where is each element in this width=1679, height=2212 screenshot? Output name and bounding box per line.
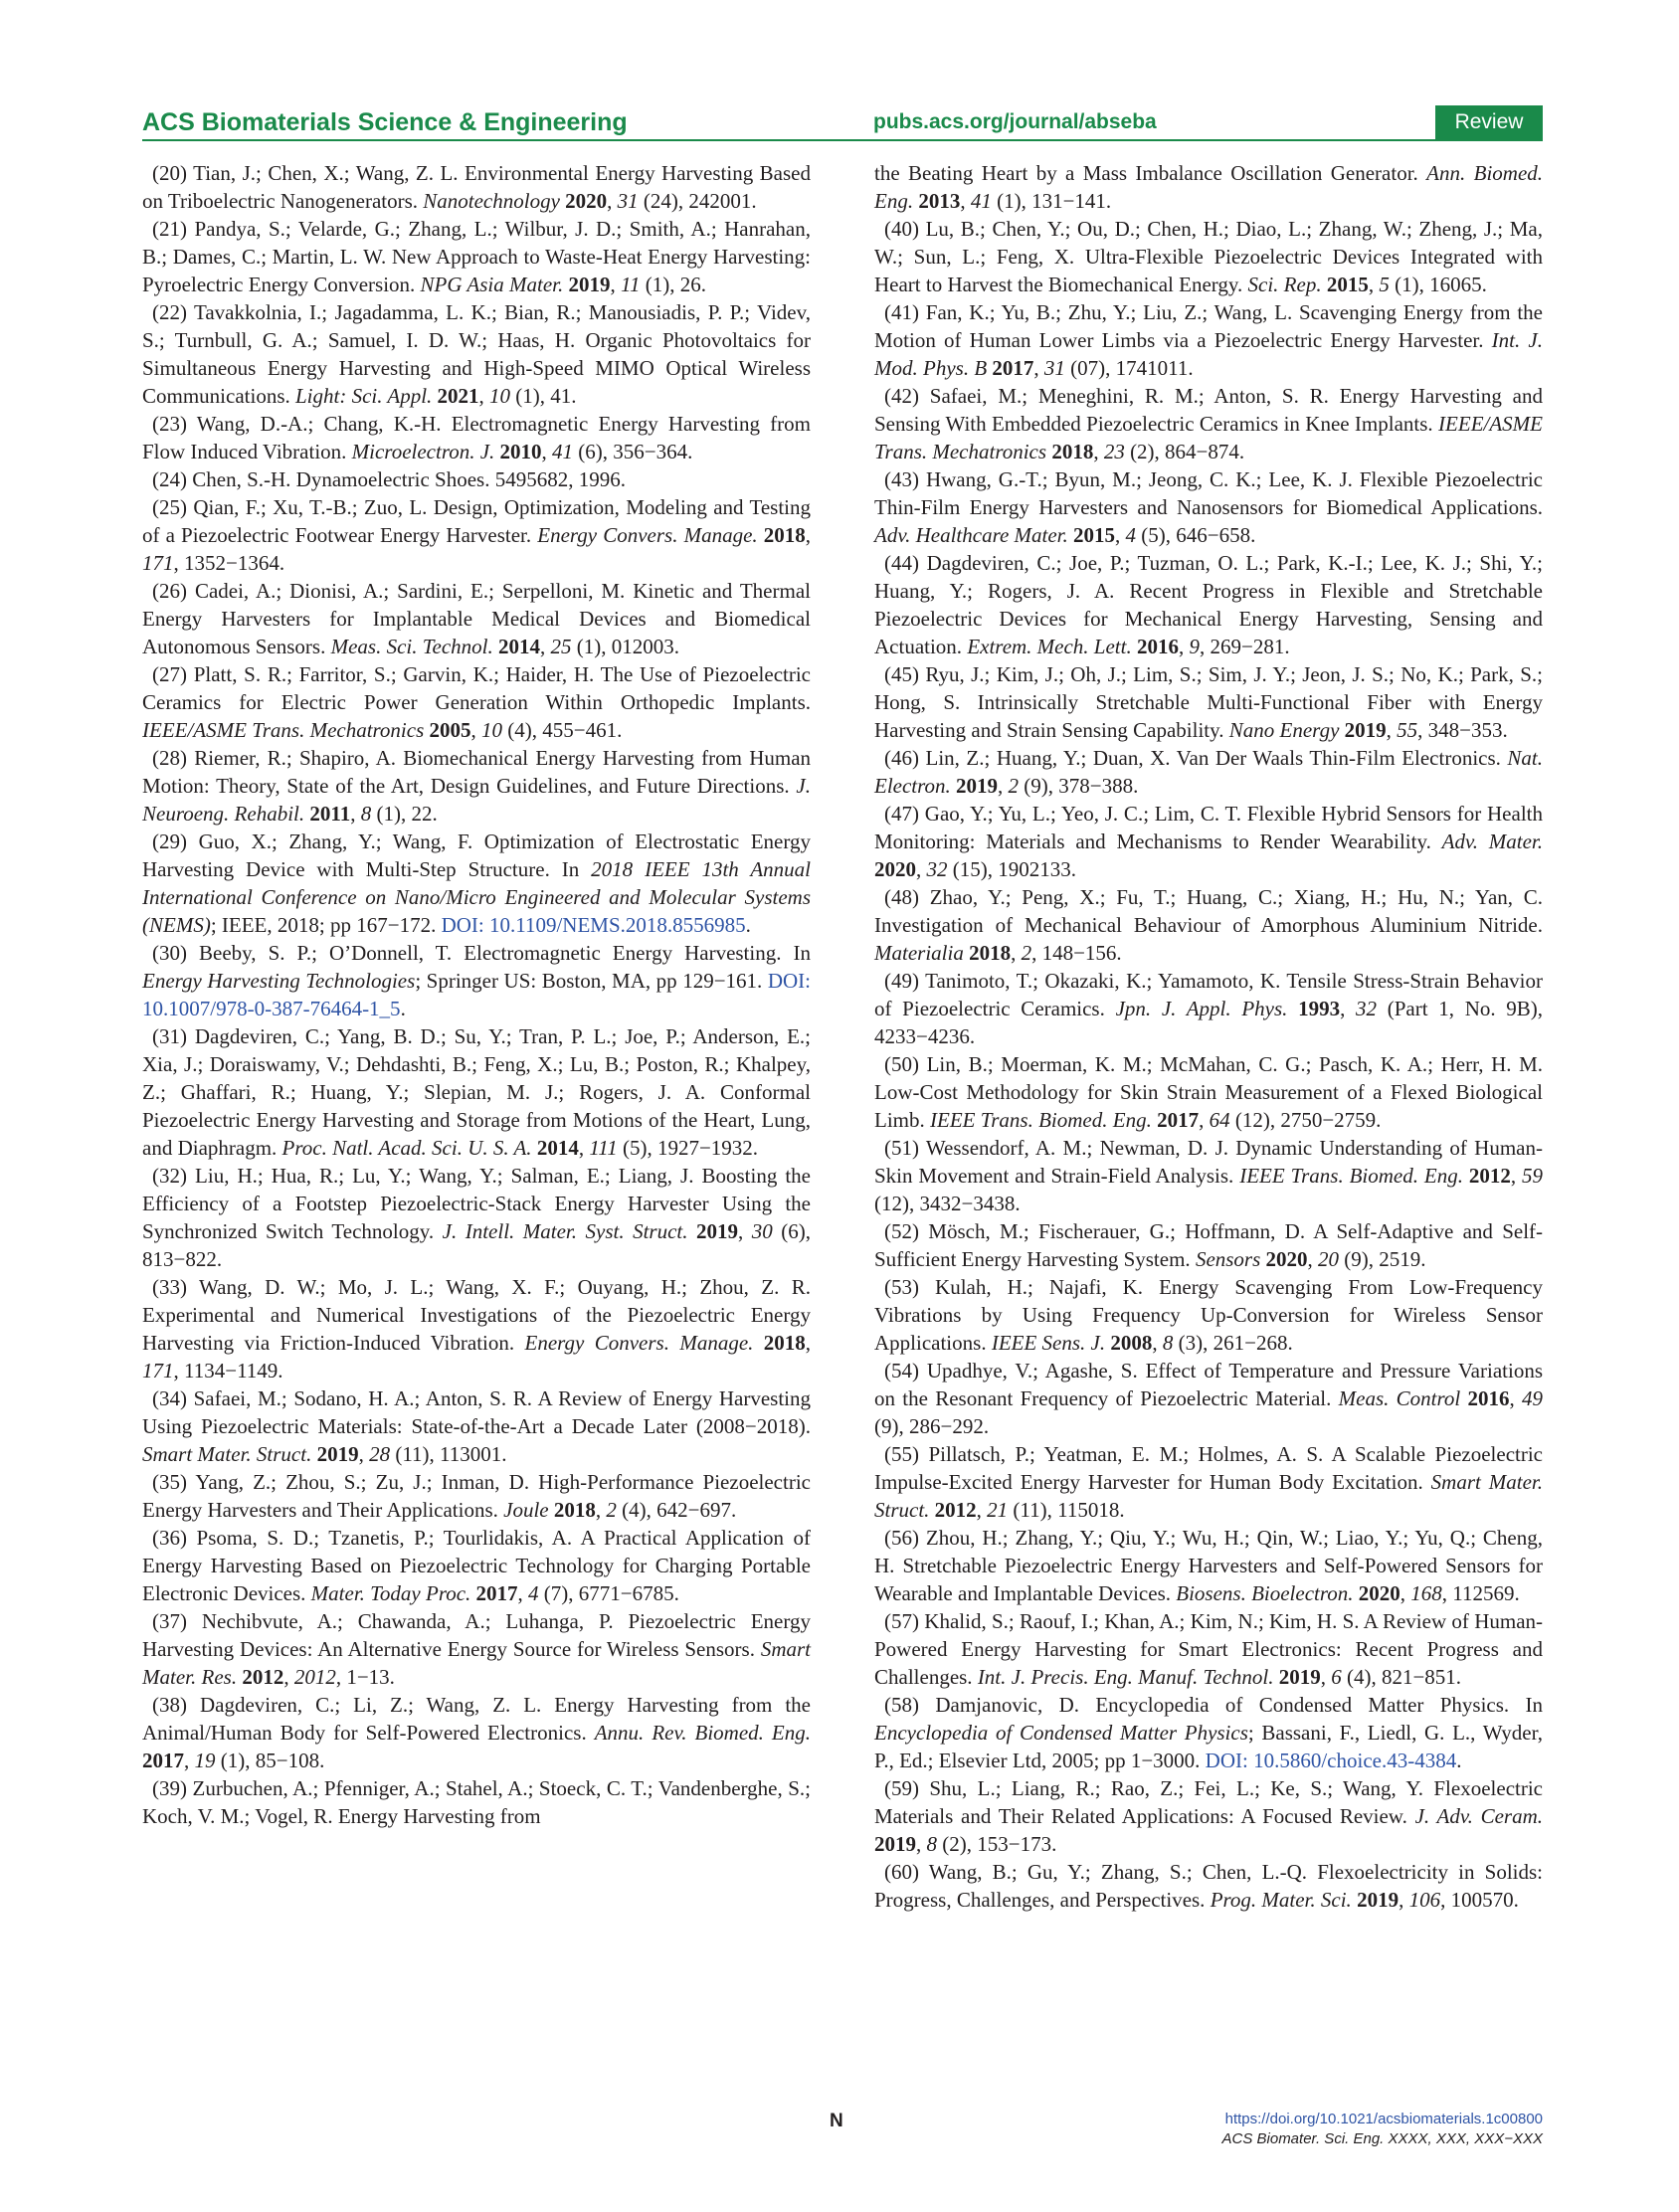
reference-pages: (6), 813−822. [142,1219,812,1271]
reference-volume: 8 [926,1832,937,1856]
reference-journal: Materialia [874,941,964,965]
reference-year: 2019 [696,1219,739,1243]
reference-text: Mösch, M.; Fischerauer, G.; Hoffmann, D. A Self-Adaptive and Self-Sufficient Energy Harvesting System. [874,1219,1544,1271]
reference-pages: (24), 242001. [643,189,757,213]
reference-end: . [745,913,751,937]
reference-pages: (2), 864−874. [1130,440,1245,463]
reference-volume: 20 [1318,1247,1340,1271]
reference-year: 2018 [763,1331,806,1355]
reference-pages: (9), 286−292. [874,1414,990,1438]
reference-pages: (1), 41. [515,384,577,408]
reference-journal: Meas. Sci. Technol. [330,635,493,658]
reference-text: Fan, K.; Yu, B.; Zhu, Y.; Liu, Z.; Wang, L. Scavenging Energy from the Motion of Human Lower Limbs via a Piezoelectric Energy Harvester. [874,300,1543,352]
reference-text: Hwang, G.-T.; Byun, M.; Jeong, C. K.; Lee, K. J. Flexible Piezoelectric Thin-Film Energy Harvesters and Nanosensors for Biomedical Applications. [874,467,1543,519]
reference-pages: , 100570. [1440,1888,1519,1912]
reference-number: (43) [884,467,919,491]
reference-entry: (43) Hwang, G.-T.; Byun, M.; Jeong, C. K.; Lee, K. J. Flexible Piezoelectric Thin-Film Energy Harvesters and Nanosensors for Biomedical Applications. Adv. Healthcare Mater. 2015, 4 (5), 646−658. [874,467,1543,547]
reference-pages: (1), 26. [645,273,706,296]
reference-journal: Extrem. Mech. Lett. [967,635,1132,658]
reference-text: Pandya, S.; Velarde, G.; Zhang, L.; Wilbur, J. D.; Smith, A.; Hanrahan, B.; Dames, C.; Martin, L. W. New Approach to Waste-Heat Energy Harvesting: Pyroelectric Energy Conversion. [142,217,811,296]
journal-title[interactable]: ACS Biomaterials Science & Engineering [142,108,628,136]
reference-number: (55) [884,1442,919,1466]
reference-journal: Adv. Healthcare Mater. [874,523,1068,547]
reference-number: (37) [152,1609,187,1633]
reference-journal: Sensors [1195,1247,1261,1271]
reference-year: 2012 [934,1498,977,1522]
reference-entry: (59) Shu, L.; Liang, R.; Rao, Z.; Fei, L.; Ke, S.; Wang, Y. Flexoelectric Materials and Their Related Applications: A Focused Review. J. Adv. Ceram. 2019, 8 (2), 153−173. [874,1776,1544,1856]
reference-year: 2019 [956,774,999,798]
reference-volume: 64 [1209,1108,1230,1132]
reference-text: Beeby, S. P.; O’Donnell, T. Electromagnetic Energy Harvesting. In [199,941,811,965]
reference-pages: (1), 22. [376,802,438,826]
references-right-column [874,159,1543,1914]
reference-entry: (44) Dagdeviren, C.; Joe, P.; Tuzman, O. L.; Park, K.-I.; Lee, K. J.; Shi, Y.; Huang, Y.; Rogers, J. A. Recent Progress in Flexible and Stretchable Piezoelectric Devices for Mechanical Energy Harvesting, Sensing and Actuation. Extrem. Mech. Lett. 2016, 9, 269−281. [874,551,1544,658]
reference-journal: IEEE/ASME Trans. Mechatronics [874,412,1544,463]
reference-number: (42) [884,384,919,408]
reference-year: 2018 [1051,440,1094,463]
reference-entry: (23) Wang, D.-A.; Chang, K.-H. Electromagnetic Energy Harvesting from Flow Induced Vibration. Microelectron. J. 2010, 41 (6), 356−364. [142,412,811,463]
reference-journal: Jpn. J. Appl. Phys. [1115,997,1288,1020]
reference-journal: Nat. Electron. [874,746,1544,798]
reference-text: Dagdeviren, C.; Yang, B. D.; Su, Y.; Tran, P. L.; Joe, P.; Anderson, E.; Xia, J.; Doraiswamy, V.; Dehdashti, B.; Feng, X.; Lu, B.; Poston, R.; Khalpey, Z.; Ghaffari, R.; Huang, Y.; Slepian, M. J.; Rogers, J. A. Conformal Piezoelectric Energy Harvesting and Storage from Motions of the Heart, Lung, and Diaphragm. [142,1024,811,1160]
reference-number: (44) [884,551,919,575]
reference-text: Pillatsch, P.; Yeatman, E. M.; Holmes, A. S. A Scalable Piezoelectric Impulse-Excited Energy Harvester for Human Body Excitation. [874,1442,1543,1494]
reference-journal: IEEE Trans. Biomed. Eng. [1239,1164,1463,1188]
reference-number: (56) [884,1526,919,1550]
reference-volume: 10 [481,718,503,742]
reference-number: (50) [884,1052,919,1076]
reference-entry: (41) Fan, K.; Yu, B.; Zhu, Y.; Liu, Z.; Wang, L. Scavenging Energy from the Motion of Human Lower Limbs via a Piezoelectric Energy Harvester. Int. J. Mod. Phys. B 2017, 31 (07), 1741011. [874,300,1543,380]
reference-year: 2019 [874,1832,916,1856]
reference-number: (27) [152,662,187,686]
reference-number: (45) [884,662,919,686]
reference-text: Khalid, S.; Raouf, I.; Khan, A.; Kim, N.; Kim, H. S. A Review of Human-Powered Energy Harvesting for Smart Electronics: Recent Progress and Challenges. [874,1609,1544,1689]
reference-volume: 2012 [293,1665,336,1689]
reference-entry: (35) Yang, Z.; Zhou, S.; Zu, J.; Inman, D. High-Performance Piezoelectric Energy Harvesters and Their Applications. Joule 2018, 2 (4), 642−697. [142,1470,811,1522]
reference-journal: Annu. Rev. Biomed. Eng. [594,1721,811,1745]
reference-number: (30) [152,941,187,965]
reference-year: 2017 [1157,1108,1200,1132]
reference-text: Damjanovic, D. Encyclopedia of Condensed Matter Physics. In [935,1693,1543,1717]
reference-text: Guo, X.; Zhang, Y.; Wang, F. Optimization of Electrostatic Energy Harvesting Device with Multi-Step Structure. In [142,830,811,881]
reference-journal: Int. J. Mod. Phys. B [874,328,1543,380]
reference-volume: 41 [970,189,992,213]
reference-year: 2019 [1344,718,1387,742]
reference-year: 2012 [242,1665,284,1689]
reference-entry: (57) Khalid, S.; Raouf, I.; Khan, A.; Kim, N.; Kim, H. S. A Review of Human-Powered Energy Harvesting for Smart Electronics: Recent Progress and Challenges. Int. J. Precis. Eng. Manuf. Technol. 2019, 6 (4), 821−851. [874,1609,1544,1689]
reference-pages: , 1134−1149. [173,1359,283,1382]
reference-volume: 6 [1331,1665,1342,1689]
reference-volume: 2 [1021,941,1032,965]
reference-pages: (12), 3432−3438. [874,1192,1021,1215]
reference-entry: (46) Lin, Z.; Huang, Y.; Duan, X. Van Der Waals Thin-Film Electronics. Nat. Electron. 2019, 2 (9), 378−388. [874,746,1544,798]
reference-year: 2016 [1136,635,1179,658]
reference-text: Kulah, H.; Najafi, K. Energy Scavenging From Low-Frequency Vibrations by Using Frequency Up-Conversion for Wireless Sensor Applications. [874,1275,1544,1355]
reference-journal: Nanotechnology [423,189,560,213]
reference-text: Qian, F.; Xu, T.-B.; Zuo, L. Design, Optimization, Modeling and Testing of a Piezoelectric Footwear Energy Harvester. [142,495,811,547]
reference-number: (29) [152,830,187,853]
reference-entry: (31) Dagdeviren, C.; Yang, B. D.; Su, Y.; Tran, P. L.; Joe, P.; Anderson, E.; Xia, J.; Doraiswamy, V.; Dehdashti, B.; Feng, X.; Lu, B.; Poston, R.; Khalpey, Z.; Ghaffari, R.; Huang, Y.; Slepian, M. J.; Rogers, J. A. Conformal Piezoelectric Energy Harvesting and Storage from Motions of the Heart, Lung, and Diaphragm. Proc. Natl. Acad. Sci. U. S. A. 2014, 111 (5), 1927−1932. [142,1024,811,1160]
reference-text: Liu, H.; Hua, R.; Lu, Y.; Wang, Y.; Salman, E.; Liang, J. Boosting the Efficiency of a Footstep Piezoelectric-Stack Energy Harvester Using the Synchronized Switch Technology. [142,1164,811,1243]
reference-year: 1993 [1298,997,1341,1020]
reference-entry: (22) Tavakkolnia, I.; Jagadamma, L. K.; Bian, R.; Manousiadis, P. P.; Videv, S.; Turnbull, G. A.; Samuel, I. D. W.; Haas, H. Organic Photovoltaics for Simultaneous Energy Harvesting and High-Speed MIMO Optical Wireless Communications. Light: Sci. Appl. 2021, 10 (1), 41. [142,300,811,408]
doi-link[interactable]: https://doi.org/10.1021/acsbiomaterials.1c00800 [1224,2111,1543,2127]
reference-journal: Adv. Mater. [1441,830,1543,853]
reference-volume: 30 [751,1219,773,1243]
reference-journal: IEEE/ASME Trans. Mechatronics [142,718,425,742]
reference-year: 2020 [565,189,608,213]
reference-text: Upadhye, V.; Agashe, S. Effect of Temperature and Pressure Variations on the Resonant Frequency of Piezoelectric Material. [874,1359,1543,1410]
reference-publisher: ; Springer US: Boston, MA, pp 129−161. [415,969,763,993]
reference-text: Wang, D.-A.; Chang, K.-H. Electromagnetic Energy Harvesting from Flow Induced Vibration. [142,412,811,463]
reference-volume: 49 [1522,1386,1544,1410]
reference-number: (51) [884,1136,919,1160]
reference-journal: IEEE Trans. Biomed. Eng. [930,1108,1152,1132]
reference-pages: , 348−353. [1417,718,1508,742]
reference-year: 2020 [874,857,916,881]
reference-book-title: 2018 IEEE 13th Annual International Conference on Nano/Micro Engineered and Molecular Systems (NEMS) [142,857,812,937]
reference-year: 2018 [553,1498,596,1522]
reference-entry: (37) Nechibvute, A.; Chawanda, A.; Luhanga, P. Piezoelectric Energy Harvesting Devices: An Alternative Energy Source for Wireless Sensors. Smart Mater. Res. 2012, 2012, 1−13. [142,1609,812,1689]
reference-entry: (21) Pandya, S.; Velarde, G.; Zhang, L.; Wilbur, J. D.; Smith, A.; Hanrahan, B.; Dames, C.; Martin, L. W. New Approach to Waste-Heat Energy Harvesting: Pyroelectric Energy Conversion. NPG Asia Mater. 2019, 11 (1), 26. [142,217,811,296]
reference-journal: J. Adv. Ceram. [1414,1804,1544,1828]
reference-text: Tavakkolnia, I.; Jagadamma, L. K.; Bian, R.; Manousiadis, P. P.; Videv, S.; Turnbull, G. A.; Samuel, I. D. W.; Haas, H. Organic Photovoltaics for Simultaneous Energy Harvesting and High-Speed MIMO Optical Wireless Communications. [142,300,811,408]
reference-text: Wessendorf, A. M.; Newman, D. J. Dynamic Understanding of Human-Skin Movement and Strain-Field Analysis. [874,1136,1543,1188]
reference-number: (40) [884,217,919,241]
reference-number: (53) [884,1275,919,1299]
reference-journal: Sci. Rep. [1247,273,1322,296]
reference-year: 2013 [918,189,961,213]
reference-pages: (1), 85−108. [220,1749,325,1772]
reference-volume: 168 [1410,1581,1442,1605]
reference-pages: , 1−13. [335,1665,395,1689]
reference-year: 2021 [437,384,479,408]
reference-entry: (36) Psoma, S. D.; Tzanetis, P.; Tourlidakis, A. A Practical Application of Energy Harvesting Based on Piezoelectric Technology for Charging Portable Electronic Devices. Mater. Today Proc. 2017, 4 (7), 6771−6785. [142,1526,812,1605]
reference-year: 2018 [763,523,806,547]
reference-year: 2020 [1265,1247,1308,1271]
reference-entry: (25) Qian, F.; Xu, T.-B.; Zuo, L. Design, Optimization, Modeling and Testing of a Piezoelectric Footwear Energy Harvester. Energy Convers. Manage. 2018, 171, 1352−1364. [142,495,812,575]
reference-year: 2015 [1073,523,1116,547]
reference-year: 2019 [316,1442,359,1466]
reference-volume: 4 [1125,523,1137,547]
reference-pages: (9), 378−388. [1024,774,1139,798]
reference-pages: (1), 16065. [1395,273,1487,296]
reference-volume: 171 [142,1359,174,1382]
reference-number: (34) [152,1386,187,1410]
reference-entry: (60) Wang, B.; Gu, Y.; Zhang, S.; Chen, L.-Q. Flexoelectricity in Solids: Progress, Challenges, and Perspectives. Prog. Mater. Sci. 2019, 106, 100570. [874,1860,1543,1912]
reference-text: Riemer, R.; Shapiro, A. Biomechanical Energy Harvesting from Human Motion: Theory, State of the Art, Design Guidelines, and Future Directions. [142,746,812,798]
reference-year: 2017 [992,356,1034,380]
reference-number: (52) [884,1219,919,1243]
reference-pages: (11), 113001. [395,1442,507,1466]
reference-entry: (28) Riemer, R.; Shapiro, A. Biomechanical Energy Harvesting from Human Motion: Theory, State of the Art, Design Guidelines, and Future Directions. J. Neuroeng. Rehabil. 2011, 8 (1), 22. [142,746,812,826]
reference-pages: (2), 153−173. [942,1832,1057,1856]
reference-journal: J. Neuroeng. Rehabil. [142,774,811,826]
reference-number: (36) [152,1526,187,1550]
reference-entry: (38) Dagdeviren, C.; Li, Z.; Wang, Z. L. Energy Harvesting from the Animal/Human Body for Self-Powered Electronics. Annu. Rev. Biomed. Eng. 2017, 19 (1), 85−108. [142,1693,812,1772]
reference-number: (24) [152,467,187,491]
reference-entry: (49) Tanimoto, T.; Okazaki, K.; Yamamoto, K. Tensile Stress-Strain Behavior of Piezoelectric Ceramics. Jpn. J. Appl. Phys. 1993, 32 (Part 1, No. 9B), 4233−4236. [874,969,1544,1048]
reference-year: 2017 [142,1749,184,1772]
reference-volume: 32 [1356,997,1378,1020]
reference-text: Psoma, S. D.; Tzanetis, P.; Tourlidakis, A. A Practical Application of Energy Harvesting Based on Piezoelectric Technology for Charging Portable Electronic Devices. [142,1526,812,1605]
reference-number: (46) [884,746,919,770]
reference-entry: (33) Wang, D. W.; Mo, J. L.; Wang, X. F.; Ouyang, H.; Zhou, Z. R. Experimental and Numerical Investigations of the Piezoelectric Energy Harvesting via Friction-Induced Vibration. Energy Convers. Manage. 2018, 171, 1134−1149. [142,1275,812,1382]
reference-pages: (5), 1927−1932. [622,1136,759,1160]
reference-pages: , 1352−1364. [173,551,285,575]
reference-journal: J. Intell. Mater. Syst. Struct. [442,1219,688,1243]
reference-number: (49) [884,969,919,993]
reference-journal: Smart Mater. Struct. [142,1442,312,1466]
citation-line: ACS Biomater. Sci. Eng. XXXX, XXX, XXX−XXX [1221,2130,1543,2147]
reference-book-title: Energy Harvesting Technologies [142,969,416,993]
reference-year: 2019 [1357,1888,1399,1912]
reference-journal: NPG Asia Mater. [420,273,564,296]
reference-text: the Beating Heart by a Mass Imbalance Oscillation Generator. [874,161,1418,185]
reference-entry: (32) Liu, H.; Hua, R.; Lu, Y.; Wang, Y.; Salman, E.; Liang, J. Boosting the Efficiency of a Footstep Piezoelectric-Stack Energy Harvester Using the Synchronized Switch Technology. J. Intell. Mater. Syst. Struct. 2019, 30 (6), 813−822. [142,1164,812,1271]
reference-number: (23) [152,412,187,436]
reference-entry: (47) Gao, Y.; Yu, L.; Yeo, J. C.; Lim, C. T. Flexible Hybrid Sensors for Health Monitoring: Materials and Mechanisms to Render Wearability. Adv. Mater. 2020, 32 (15), 1902133. [874,802,1543,881]
reference-volume: 8 [1162,1331,1174,1355]
reference-volume: 28 [369,1442,391,1466]
reference-end: . [1456,1749,1462,1772]
reference-pages: (4), 821−851. [1346,1665,1462,1689]
reference-number: (58) [884,1693,919,1717]
reference-journal: Energy Convers. Manage. [537,523,758,547]
reference-pages: (11), 115018. [1013,1498,1125,1522]
reference-entry: (34) Safaei, M.; Sodano, H. A.; Anton, S. R. A Review of Energy Harvesting Using Piezoelectric Materials: State-of-the-Art a Decade Later (2008−2018). Smart Mater. Struct. 2019, 28 (11), 113001. [142,1386,811,1466]
reference-journal: IEEE Sens. J. [991,1331,1106,1355]
reference-entry: (50) Lin, B.; Moerman, K. M.; McMahan, C. G.; Pasch, K. A.; Herr, H. M. Low-Cost Methodology for Skin Strain Measurement of a Flexed Biological Limb. IEEE Trans. Biomed. Eng. 2017, 64 (12), 2750−2759. [874,1052,1544,1132]
reference-number: (26) [152,579,187,603]
reference-volume: 25 [550,635,572,658]
references-left-column [142,159,811,1830]
reference-volume: 41 [552,440,574,463]
reference-volume: 171 [142,551,174,575]
reference-text: Zurbuchen, A.; Pfenniger, A.; Stahel, A.; Stoeck, C. T.; Vandenberghe, S.; Koch, V. M.; Vogel, R. Energy Harvesting from [142,1776,811,1828]
reference-journal: Smart Mater. Struct. [874,1470,1544,1522]
reference-end: . [400,997,406,1020]
page-header [142,105,1543,141]
reference-pages: , 112569. [1441,1581,1520,1605]
reference-number: (32) [152,1164,187,1188]
page-number: N [830,2111,843,2131]
reference-journal: Mater. Today Proc. [310,1581,471,1605]
reference-pages: (9), 2519. [1344,1247,1426,1271]
reference-pages: (1), 012003. [576,635,679,658]
reference-journal: Energy Convers. Manage. [524,1331,754,1355]
reference-text: Shu, L.; Liang, R.; Rao, Z.; Fei, L.; Ke, S.; Wang, Y. Flexoelectric Materials and Their Related Applications: A Focused Review. [874,1776,1543,1828]
reference-doi-link[interactable]: DOI: 10.1109/NEMS.2018.8556985 [441,913,746,937]
reference-number: (54) [884,1359,919,1382]
reference-publisher: ; Bassani, F., Liedl, G. L., Wyder, P., Ed.; Elsevier Ltd, 2005; pp 1−3000. [874,1721,1543,1772]
reference-journal: Proc. Natl. Acad. Sci. U. S. A. [281,1136,532,1160]
reference-book-title: Encyclopedia of Condensed Matter Physics [874,1721,1248,1745]
reference-number: (25) [152,495,187,519]
reference-journal: Prog. Mater. Sci. [1210,1888,1352,1912]
reference-text: Gao, Y.; Yu, L.; Yeo, J. C.; Lim, C. T. Flexible Hybrid Sensors for Health Monitoring: Materials and Mechanisms to Render Wearability. [874,802,1543,853]
reference-journal: Microelectron. J. [351,440,495,463]
reference-volume: 4 [528,1581,539,1605]
reference-entry: the Beating Heart by a Mass Imbalance Oscillation Generator. Ann. Biomed. Eng. 2013, 41 (1), 131−141. [874,161,1544,213]
reference-text: Dagdeviren, C.; Joe, P.; Tuzman, O. L.; Park, K.-I.; Lee, K. J.; Shi, Y.; Huang, Y.; Rogers, J. A. Recent Progress in Flexible and Stretchable Piezoelectric Devices for Mechanical Energy Harvesting, Sensing and Actuation. [874,551,1544,658]
reference-entry: (55) Pillatsch, P.; Yeatman, E. M.; Holmes, A. S. A Scalable Piezoelectric Impulse-Excited Energy Harvester for Human Body Excitation. Smart Mater. Struct. 2012, 21 (11), 115018. [874,1442,1544,1522]
reference-pages: (4), 642−697. [622,1498,737,1522]
reference-doi-link[interactable]: DOI: 10.1007/978-0-387-76464-1_5 [142,969,812,1020]
reference-pages: (5), 646−658. [1141,523,1256,547]
reference-text: Safaei, M.; Sodano, H. A.; Anton, S. R. A Review of Energy Harvesting Using Piezoelectric Materials: State-of-the-Art a Decade Later (2008−2018). [142,1386,811,1438]
reference-volume: 2 [606,1498,617,1522]
reference-text: Safaei, M.; Meneghini, R. M.; Anton, S. R. Energy Harvesting and Sensing With Embedded Piezoelectric Ceramics in Knee Implants. [874,384,1543,436]
reference-entry [142,1774,811,1830]
reference-text: Dagdeviren, C.; Li, Z.; Wang, Z. L. Energy Harvesting from the Animal/Human Body for Self-Powered Electronics. [142,1693,812,1745]
reference-year: 2010 [499,440,542,463]
reference-text: Yang, Z.; Zhou, S.; Zu, J.; Inman, D. High-Performance Piezoelectric Energy Harvesters and Their Applications. [142,1470,811,1522]
reference-number: (39) [152,1776,187,1800]
reference-pages: (1), 131−141. [997,189,1112,213]
reference-text: Lu, B.; Chen, Y.; Ou, D.; Chen, H.; Diao, L.; Zhang, W.; Zheng, J.; Ma, W.; Sun, L.; Feng, X. Ultra-Flexible Piezoelectric Devices Integrated with Heart to Harvest the Biomechanical Energy. [874,217,1543,296]
reference-journal: Int. J. Precis. Eng. Manuf. Technol. [977,1665,1274,1689]
reference-volume: 55 [1397,718,1418,742]
reference-volume: 19 [194,1749,216,1772]
reference-entry [142,828,811,939]
reference-text: Chen, S.-H. Dynamoelectric Shoes. 5495682, 1996. [192,467,626,491]
reference-text: Zhou, H.; Zhang, Y.; Qiu, Y.; Wu, H.; Qin, W.; Liao, Y.; Yu, Q.; Cheng, H. Stretchable Piezoelectric Energy Harvesters and Self-Powered Sensors for Wearable and Implantable Devices. [874,1526,1544,1605]
reference-entry [874,1691,1543,1774]
reference-entry: (52) Mösch, M.; Fischerauer, G.; Hoffmann, D. A Self-Adaptive and Self-Sufficient Energy Harvesting System. Sensors 2020, 20 (9), 2519. [874,1219,1544,1271]
reference-entry: (27) Platt, S. R.; Farritor, S.; Garvin, K.; Haider, H. The Use of Piezoelectric Ceramics for Electric Power Generation Within Orthopedic Implants. IEEE/ASME Trans. Mechatronics 2005, 10 (4), 455−461. [142,662,811,742]
reference-year: 2016 [1467,1386,1510,1410]
reference-text: Tian, J.; Chen, X.; Wang, Z. L. Environmental Energy Harvesting Based on Triboelectric Nanogenerators. [142,161,812,213]
reference-entry [142,939,811,1022]
reference-year: 2008 [1110,1331,1153,1355]
reference-text: Zhao, Y.; Peng, X.; Fu, T.; Huang, C.; Xiang, H.; Hu, N.; Yan, C. Investigation of Mechanical Behaviour of Amorphous Aluminium Nitride. [874,885,1543,937]
reference-volume: 23 [1103,440,1125,463]
reference-volume: 31 [617,189,639,213]
reference-volume: 111 [589,1136,618,1160]
reference-journal: Biosens. Bioelectron. [1176,1581,1354,1605]
reference-year: 2011 [309,802,351,826]
reference-year: 2020 [1358,1581,1400,1605]
reference-entry [142,465,811,493]
reference-number: (59) [884,1776,919,1800]
reference-volume: 9 [1189,635,1200,658]
reference-number: (38) [152,1693,187,1717]
reference-entry: (56) Zhou, H.; Zhang, Y.; Qiu, Y.; Wu, H.; Qin, W.; Liao, Y.; Yu, Q.; Cheng, H. Stretchable Piezoelectric Energy Harvesters and Self-Powered Sensors for Wearable and Implantable Devices. Biosens. Bioelectron. 2020, 168, 112569. [874,1526,1544,1605]
reference-pages: , 148−156. [1031,941,1122,965]
reference-text: Wang, B.; Gu, Y.; Zhang, S.; Chen, L.-Q. Flexoelectricity in Solids: Progress, Challenges, and Perspectives. [874,1860,1543,1912]
reference-journal: Light: Sci. Appl. [295,384,433,408]
reference-doi-link[interactable]: DOI: 10.5860/choice.43-4384 [1205,1749,1457,1772]
reference-text: Cadei, A.; Dionisi, A.; Sardini, E.; Serpelloni, M. Kinetic and Thermal Energy Harvesters for Implantable Medical Devices and Biomedical Autonomous Sensors. [142,579,811,658]
reference-number: (47) [884,802,919,826]
reference-volume: 10 [489,384,511,408]
reference-year: 2012 [1468,1164,1511,1188]
reference-number: (22) [152,300,187,324]
reference-entry: (42) Safaei, M.; Meneghini, R. M.; Anton, S. R. Energy Harvesting and Sensing With Embedded Piezoelectric Ceramics in Knee Implants. IEEE/ASME Trans. Mechatronics 2018, 23 (2), 864−874. [874,384,1544,463]
reference-number: (28) [152,746,187,770]
reference-volume: 11 [621,273,641,296]
reference-text: Lin, B.; Moerman, K. M.; McMahan, C. G.; Pasch, K. A.; Herr, H. M. Low-Cost Methodology for Skin Strain Measurement of a Flexed Biological Limb. [874,1052,1544,1132]
reference-pages: (07), 1741011. [1070,356,1194,380]
reference-pages: (12), 2750−2759. [1234,1108,1382,1132]
reference-entry: (20) Tian, J.; Chen, X.; Wang, Z. L. Environmental Energy Harvesting Based on Triboelectric Nanogenerators. Nanotechnology 2020, 31 (24), 242001. [142,161,812,213]
reference-volume: 59 [1522,1164,1544,1188]
reference-entry: (48) Zhao, Y.; Peng, X.; Fu, T.; Huang, C.; Xiang, H.; Hu, N.; Yan, C. Investigation of Mechanical Behaviour of Amorphous Aluminium Nitride. Materialia 2018, 2, 148−156. [874,885,1543,965]
reference-number: (21) [152,217,187,241]
reference-volume: 21 [987,1498,1009,1522]
reference-year: 2018 [969,941,1012,965]
reference-text: Tanimoto, T.; Okazaki, K.; Yamamoto, K. Tensile Stress-Strain Behavior of Piezoelectric Ceramics. [874,969,1543,1020]
reference-journal: Joule [503,1498,549,1522]
reference-entry: (45) Ryu, J.; Kim, J.; Oh, J.; Lim, S.; Sim, J. Y.; Jeon, J. S.; No, K.; Park, S.; Hong, S. Intrinsically Stretchable Multi-Functional Fiber with Energy Harvesting and Strain Sensing Capability. Nano Energy 2019, 55, 348−353. [874,662,1543,742]
reference-text: Nechibvute, A.; Chawanda, A.; Luhanga, P. Piezoelectric Energy Harvesting Devices: An Alternative Energy Source for Wireless Sensors. [142,1609,811,1661]
reference-number: (48) [884,885,919,909]
journal-url-link[interactable]: pubs.acs.org/journal/abseba [873,110,1157,133]
reference-year: 2019 [568,273,611,296]
reference-text: Wang, D. W.; Mo, J. L.; Wang, X. F.; Ouyang, H.; Zhou, Z. R. Experimental and Numerical Investigations of the Piezoelectric Energy Harvesting via Friction-Induced Vibration. [142,1275,811,1355]
reference-text: Platt, S. R.; Farritor, S.; Garvin, K.; Haider, H. The Use of Piezoelectric Ceramics for Electric Power Generation Within Orthopedic Implants. [142,662,811,714]
reference-journal: Ann. Biomed. Eng. [874,161,1544,213]
reference-year: 2015 [1326,273,1369,296]
reference-pages: (3), 261−268. [1178,1331,1293,1355]
reference-journal: Meas. Control [1338,1386,1461,1410]
reference-number: (20) [152,161,187,185]
reference-number: (57) [884,1609,919,1633]
reference-pages: (6), 356−364. [578,440,693,463]
reference-number: (60) [884,1860,919,1884]
reference-entry: (51) Wessendorf, A. M.; Newman, D. J. Dynamic Understanding of Human-Skin Movement and Strain-Field Analysis. IEEE Trans. Biomed. Eng. 2012, 59 (12), 3432−3438. [874,1136,1544,1215]
reference-year: 2014 [536,1136,579,1160]
reference-volume: 8 [360,802,372,826]
reference-text: Ryu, J.; Kim, J.; Oh, J.; Lim, S.; Sim, J. Y.; Jeon, J. S.; No, K.; Park, S.; Hong, S. Intrinsically Stretchable Multi-Functional Fiber with Energy Harvesting and Strain Sensing Capability. [874,662,1543,742]
reference-number: (35) [152,1470,187,1494]
reference-pages: (7), 6771−6785. [543,1581,679,1605]
reference-entry: (40) Lu, B.; Chen, Y.; Ou, D.; Chen, H.; Diao, L.; Zhang, W.; Zheng, J.; Ma, W.; Sun, L.; Feng, X. Ultra-Flexible Piezoelectric Devices Integrated with Heart to Harvest the Biomechanical Energy. Sci. Rep. 2015, 5 (1), 16065. [874,217,1543,296]
reference-volume: 106 [1408,1888,1441,1912]
reference-journal: Nano Energy [1228,718,1340,742]
article-type-badge: Review [1435,105,1543,139]
reference-volume: 2 [1008,774,1020,798]
reference-number: (33) [152,1275,187,1299]
reference-pages: (Part 1, No. 9B), 4233−4236. [874,997,1544,1048]
reference-year: 2014 [497,635,540,658]
reference-publisher: ; IEEE, 2018; pp 167−172. [210,913,437,937]
reference-entry: (54) Upadhye, V.; Agashe, S. Effect of Temperature and Pressure Variations on the Resonant Frequency of Piezoelectric Material. Meas. Control 2016, 49 (9), 286−292. [874,1359,1544,1438]
reference-volume: 31 [1043,356,1065,380]
reference-number: (31) [152,1024,187,1048]
reference-year: 2019 [1278,1665,1321,1689]
reference-pages: (15), 1902133. [952,857,1076,881]
reference-year: 2017 [475,1581,518,1605]
reference-entry: (53) Kulah, H.; Najafi, K. Energy Scavenging From Low-Frequency Vibrations by Using Frequency Up-Conversion for Wireless Sensor Applications. IEEE Sens. J. 2008, 8 (3), 261−268. [874,1275,1544,1355]
reference-volume: 5 [1379,273,1390,296]
reference-number: (41) [884,300,919,324]
reference-text: Lin, Z.; Huang, Y.; Duan, X. Van Der Waals Thin-Film Electronics. [925,746,1501,770]
reference-journal: Smart Mater. Res. [142,1637,812,1689]
reference-entry: (26) Cadei, A.; Dionisi, A.; Sardini, E.; Serpelloni, M. Kinetic and Thermal Energy Harvesters for Implantable Medical Devices and Biomedical Autonomous Sensors. Meas. Sci. Technol. 2014, 25 (1), 012003. [142,579,811,658]
reference-pages: (4), 455−461. [507,718,623,742]
reference-pages: , 269−281. [1199,635,1290,658]
reference-year: 2005 [429,718,471,742]
reference-volume: 32 [926,857,948,881]
